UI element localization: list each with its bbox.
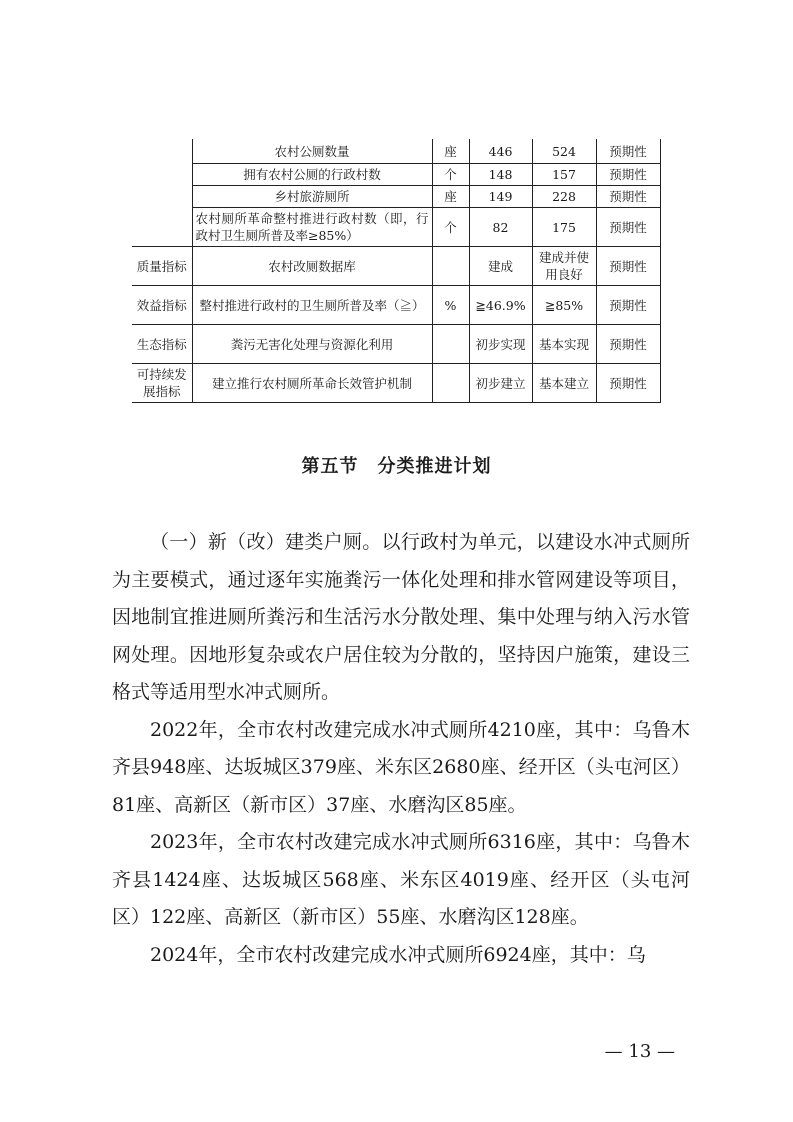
target-value-cell: ≧85% [532,286,596,325]
attribute-cell: 预期性 [596,186,660,208]
table-row [132,286,660,325]
page-number: — 13 — [604,1041,675,1062]
unit-cell [432,247,469,286]
table-row [132,164,660,186]
base-value-cell: ≧46.9% [469,286,532,325]
table-row [132,364,660,403]
attribute-cell: 预期性 [596,286,660,325]
paragraph: 2022年，全市农村改建完成水冲式厕所4210座，其中：乌鲁木齐县948座、达坂城区379座、米东区2680座、经开区（头屯河区）81座、高新区（新市区）37座、水磨沟区85座。 [112,718,690,816]
indicator-name-cell: 农村公厕数量 [192,139,432,164]
attribute-cell: 预期性 [596,139,660,164]
attribute-cell: 预期性 [596,364,660,403]
target-value-cell: 基本实现 [532,325,596,364]
category-cell: 生态指标 [132,325,192,364]
target-value-cell: 524 [532,139,596,164]
paragraph: （一）新（改）建类户厕。以行政村为单元，以建设水冲式厕所为主要模式，通过逐年实施粪污一体化处理和排水管网建设等项目，因地制宜推进厕所粪污和生活污水分散处理、集中处理与纳入污水管网处理。因地形复杂或农户居住较为分散的，坚持因户施策，建设三格式等适用型水冲式厕所。 [112,531,690,703]
category-cell: 质量指标 [132,247,192,286]
table-row [132,139,660,164]
table-row [132,325,660,364]
category-cell [132,139,192,247]
base-value-cell: 148 [469,164,532,186]
base-value-cell: 149 [469,186,532,208]
target-value-cell: 建成并使用良好 [532,247,596,286]
table-row [132,186,660,208]
base-value-cell: 446 [469,139,532,164]
attribute-cell: 预期性 [596,208,660,247]
section-heading: 第五节 分类推进计划 [301,456,492,477]
base-value-cell: 初步建立 [469,364,532,403]
indicator-name-cell: 整村推进行政村的卫生厕所普及率（≧） [192,286,432,325]
unit-cell: 个 [432,164,469,186]
attribute-cell: 预期性 [596,325,660,364]
indicator-name-cell: 乡村旅游厕所 [192,186,432,208]
target-value-cell: 157 [532,164,596,186]
attribute-cell: 预期性 [596,164,660,186]
target-value-cell: 228 [532,186,596,208]
unit-cell: 座 [432,139,469,164]
category-cell: 效益指标 [132,286,192,325]
target-value-cell: 175 [532,208,596,247]
unit-cell [432,364,469,403]
indicator-name-cell: 农村改厕数据库 [192,247,432,286]
unit-cell: % [432,286,469,325]
table-row [132,208,660,247]
indicator-name-cell: 粪污无害化处理与资源化利用 [192,325,432,364]
paragraph: 2024年，全市农村改建完成水冲式厕所6924座，其中：乌 [150,943,646,966]
base-value-cell: 初步实现 [469,325,532,364]
indicator-name-cell: 拥有农村公厕的行政村数 [192,164,432,186]
indicator-name-cell: 农村厕所革命整村推进行政村数（即，行政村卫生厕所普及率≥85%） [192,208,432,247]
indicator-table [132,139,661,403]
unit-cell: 个 [432,208,469,247]
body-text [112,524,690,974]
base-value-cell: 建成 [469,247,532,286]
category-cell: 可持续发展指标 [132,364,192,403]
base-value-cell: 82 [469,208,532,247]
unit-cell [432,325,469,364]
indicator-name-cell: 建立推行农村厕所革命长效管护机制 [192,364,432,403]
table-row [132,247,660,286]
target-value-cell: 基本建立 [532,364,596,403]
unit-cell: 座 [432,186,469,208]
paragraph: 2023年，全市农村改建完成水冲式厕所6316座，其中：乌鲁木齐县1424座、达坂城区568座、米东区4019座、经开区（头屯河区）122座、高新区（新市区）55座、水磨沟区128座。 [112,831,690,928]
attribute-cell: 预期性 [596,247,660,286]
